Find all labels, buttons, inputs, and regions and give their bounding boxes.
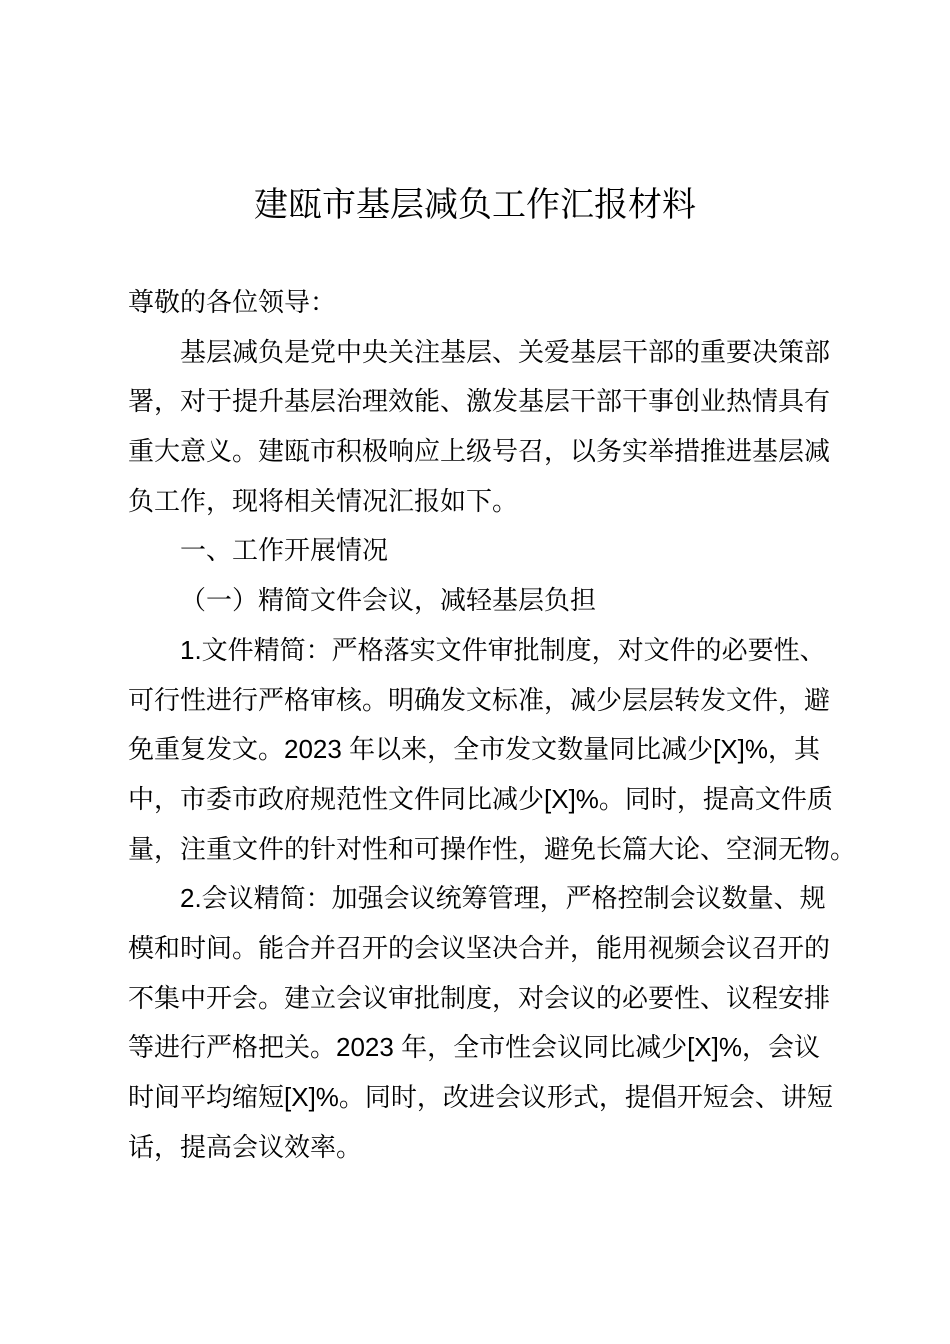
paragraph-line: 1.文件精简：严格落实文件审批制度，对文件的必要性、 (180, 634, 826, 665)
document-body (128, 278, 857, 1172)
paragraph-line: 模和时间。能合并召开的会议坚决合并，能用视频会议召开的 (128, 932, 831, 963)
paragraph-line: 署，对于提升基层治理效能、激发基层干部干事创业热情具有 (128, 386, 831, 417)
section-heading: 一、工作开展情况 (180, 535, 389, 566)
paragraph-line: 重大意义。建瓯市积极响应上级号召，以务实举措推进基层减 (128, 436, 831, 467)
paragraph-line: 负工作，现将相关情况汇报如下。 (128, 485, 519, 516)
paragraph-line: 2.会议精简：加强会议统筹管理，严格控制会议数量、规 (180, 883, 826, 914)
subsection-heading: （一）精简文件会议，减轻基层负担 (180, 585, 597, 616)
paragraph-line: 基层减负是党中央关注基层、关爱基层干部的重要决策部 (180, 336, 831, 367)
item-2-paragraph (128, 874, 838, 1172)
paragraph-line: 不集中开会。建立会议审批制度，对会议的必要性、议程安排 (128, 982, 831, 1013)
document-title: 建瓯市基层减负工作汇报材料 (254, 186, 696, 224)
item-1-paragraph (128, 626, 857, 874)
paragraph-line: 量，注重文件的针对性和可操作性，避免长篇大论、空洞无物。 (128, 833, 857, 864)
paragraph-line: 等进行严格把关。2023 年，全市性会议同比减少[X]%，会议 (128, 1032, 820, 1063)
paragraph-line: 免重复发文。2023 年以来，全市发文数量同比减少[X]%，其 (128, 734, 820, 765)
paragraph-line: 话，提高会议效率。 (128, 1131, 363, 1162)
paragraph-line: 可行性进行严格审核。明确发文标准，减少层层转发文件，避 (128, 684, 831, 715)
salutation: 尊敬的各位领导： (128, 287, 337, 317)
intro-paragraph (128, 328, 838, 527)
paragraph-line: 时间平均缩短[X]%。同时，改进会议形式，提倡开短会、讲短 (128, 1082, 833, 1112)
paragraph-line: 中，市委市政府规范性文件同比减少[X]%。同时，提高文件质 (128, 783, 833, 814)
